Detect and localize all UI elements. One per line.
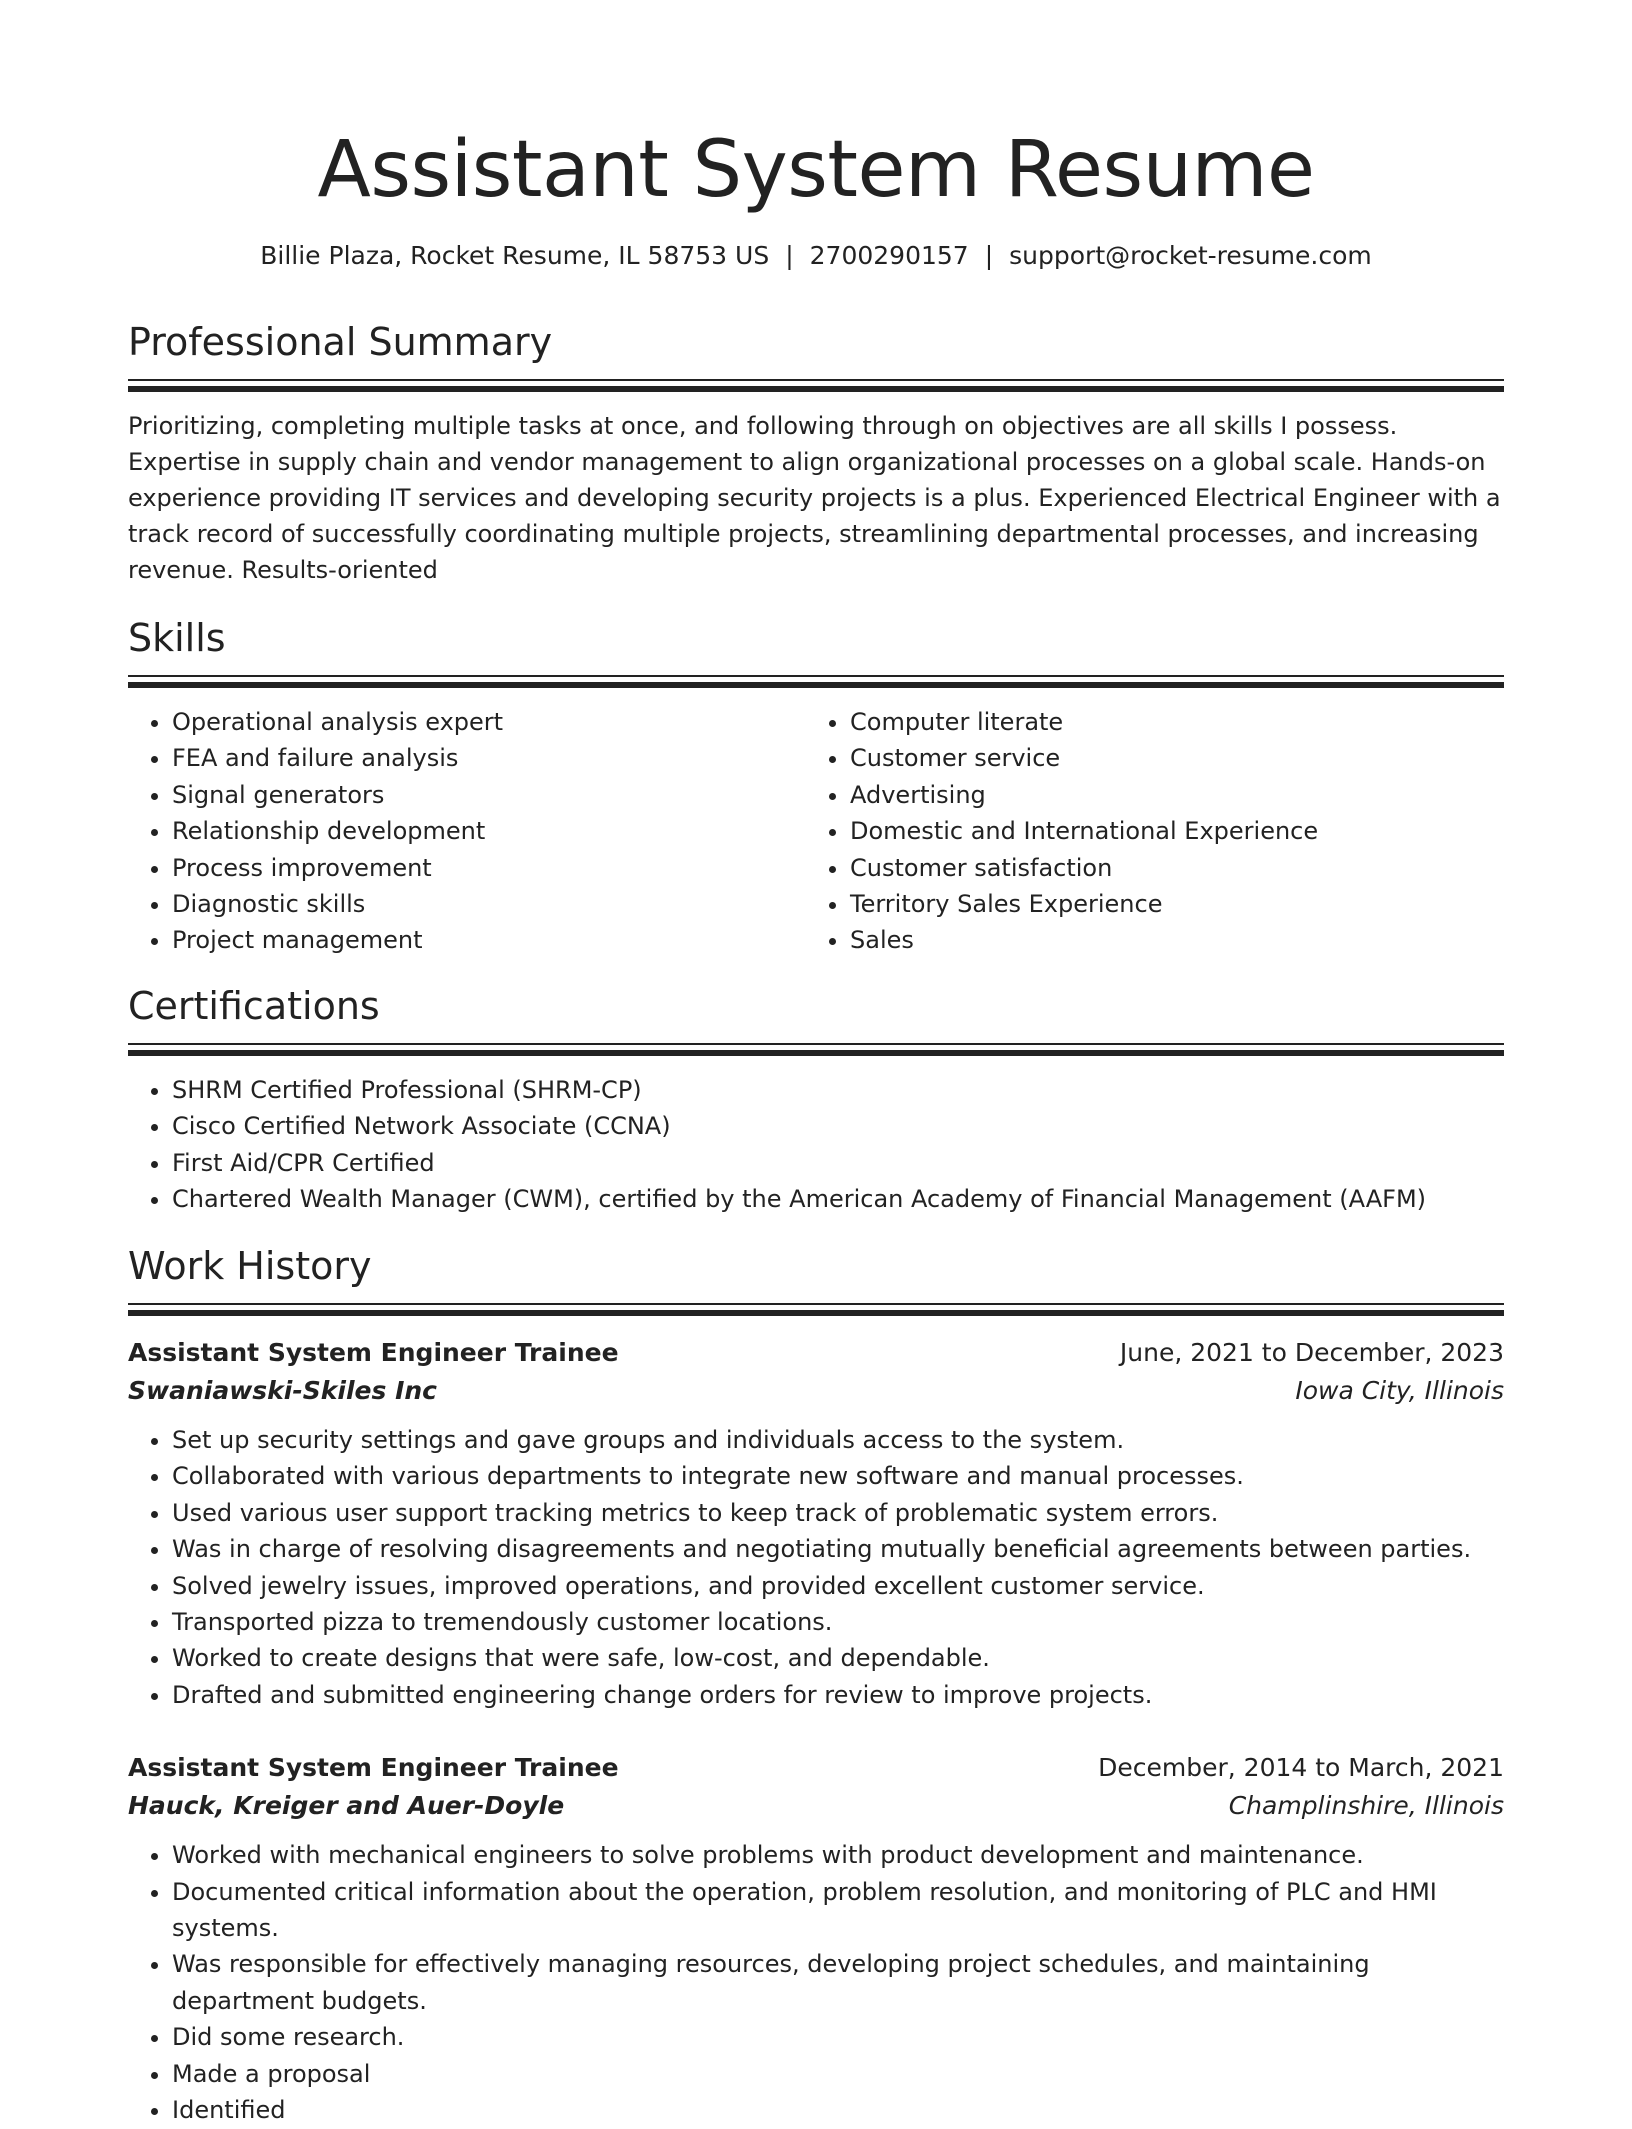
job-bullet: • Drafted and submitted engineering change orders for review to improve projects.: [172, 1677, 1504, 1713]
skill-item: • FEA and failure analysis: [172, 740, 806, 776]
job-bullet: • Collaborated with various departments to integrate new software and manual processes.: [172, 1458, 1504, 1494]
job-bullets: [128, 1837, 1504, 2128]
contact-phone: 2700290157: [809, 241, 969, 270]
skill-item: • Territory Sales Experience: [850, 886, 1484, 922]
skill-item: • Computer literate: [850, 704, 1484, 740]
job-bullet: • Was in charge of resolving disagreements and negotiating mutually beneficial agreements between parties.: [172, 1531, 1504, 1567]
job-company: Hauck, Kreiger and Auer-Doyle: [128, 1791, 565, 1821]
contact-line: [0, 238, 1632, 274]
job-company: Swaniawski-Skiles Inc: [128, 1376, 437, 1405]
job-company-row: [128, 1372, 1504, 1410]
skill-item: • Process improvement: [172, 850, 806, 886]
job-title: Assistant System Engineer Trainee: [128, 1753, 619, 1783]
skill-item: • Signal generators: [172, 777, 806, 813]
job-entry: [128, 1334, 1504, 1713]
job-location: Iowa City, Illinois: [1295, 1376, 1504, 1405]
job-bullet: • Did some research.: [172, 2019, 1504, 2055]
job-bullet: • Used various user support tracking metrics to keep track of problematic system errors.: [172, 1495, 1504, 1531]
certifications-heading: Certifications: [128, 984, 380, 1028]
contact-address: Billie Plaza, Rocket Resume, IL 58753 US: [260, 241, 770, 270]
resume-title: Assistant System Resume: [317, 125, 1315, 215]
job-bullet: • Worked to create designs that were safe, low-cost, and dependable.: [172, 1640, 1504, 1676]
job-entry: [128, 1749, 1504, 2128]
certification-item: • SHRM Certified Professional (SHRM-CP): [172, 1072, 1504, 1108]
job-title: Assistant System Engineer Trainee: [128, 1338, 619, 1367]
certifications-section: [128, 981, 1504, 1218]
skill-item: • Operational analysis expert: [172, 704, 806, 740]
section-divider: [128, 1043, 1504, 1056]
job-bullet: • Was responsible for effectively managing resources, developing project schedules, and maintaining department budgets.: [172, 1946, 1504, 2019]
section-divider: [128, 675, 1504, 688]
work-history-section: [128, 1241, 1504, 2129]
job-company-row: [128, 1787, 1504, 1825]
skill-item: • Sales: [850, 922, 1484, 958]
skills-heading: Skills: [128, 616, 226, 660]
job-dates: June, 2021 to December, 2023: [1119, 1338, 1504, 1367]
work-history-heading: Work History: [128, 1244, 372, 1288]
job-header-row: [128, 1334, 1504, 1372]
job-location: Champlinshire, Illinois: [1228, 1791, 1504, 1821]
job-bullet: • Worked with mechanical engineers to solve problems with product development and maintenance.: [172, 1837, 1504, 1873]
job-bullet: • Identified: [172, 2092, 1504, 2128]
certification-item: • Chartered Wealth Manager (CWM), certified by the American Academy of Financial Management (AAFM): [172, 1181, 1504, 1217]
certifications-list: [128, 1072, 1504, 1218]
summary-heading: Professional Summary: [128, 320, 553, 364]
skill-item: • Customer service: [850, 740, 1484, 776]
job-bullet: • Solved jewelry issues, improved operations, and provided excellent customer service.: [172, 1568, 1504, 1604]
certification-item: • Cisco Certified Network Associate (CCNA): [172, 1108, 1504, 1144]
contact-separator: |: [785, 241, 794, 270]
skill-item: • Relationship development: [172, 813, 806, 849]
skills-columns: [128, 688, 1504, 959]
job-dates: December, 2014 to March, 2021: [1098, 1753, 1504, 1783]
contact-separator: |: [984, 241, 994, 270]
job-bullet: • Set up security settings and gave groups and individuals access to the system.: [172, 1422, 1504, 1458]
skill-item: • Domestic and International Experience: [850, 813, 1484, 849]
summary-section: [128, 317, 1504, 588]
contact-email[interactable]: support@rocket-resume.com: [1009, 241, 1372, 270]
skills-list-right: [806, 704, 1484, 959]
skill-item: • Customer satisfaction: [850, 850, 1484, 886]
skills-list-left: [128, 704, 806, 959]
summary-text: Prioritizing, completing multiple tasks at once, and following through on objectives are all skills I possess. Expertise in supply chain and vendor management to align organizational processes on a global scale. Hands-on experience providing IT services and developing security projects is a plus. Experienced Electrical Engineer with a track record of successfully coordinating multiple projects, streamlining departmental processes, and increasing revenue. Results-oriented: [128, 412, 1501, 584]
certification-item: • First Aid/CPR Certified: [172, 1145, 1504, 1181]
section-divider: [128, 379, 1504, 392]
section-divider: [128, 1303, 1504, 1316]
job-bullet: • Made a proposal: [172, 2056, 1504, 2092]
skill-item: • Diagnostic skills: [172, 886, 806, 922]
job-bullets: [128, 1422, 1504, 1713]
skills-section: [128, 613, 1504, 959]
skill-item: • Advertising: [850, 777, 1484, 813]
job-header-row: [128, 1749, 1504, 1787]
skill-item: • Project management: [172, 922, 806, 958]
job-bullet: • Documented critical information about the operation, problem resolution, and monitoring of PLC and HMI systems.: [172, 1874, 1504, 1947]
job-bullet: • Transported pizza to tremendously customer locations.: [172, 1604, 1504, 1640]
